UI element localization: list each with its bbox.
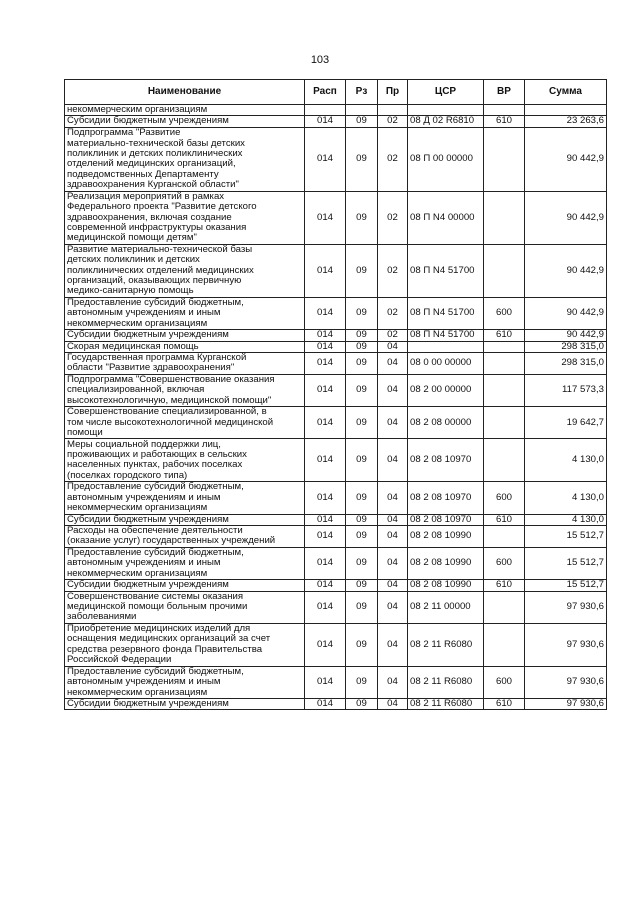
- table-row: [65, 341, 607, 352]
- table-row: [65, 374, 607, 406]
- cell-rasp: 014: [305, 482, 346, 514]
- cell-csr: 08 2 08 00000: [408, 407, 484, 439]
- cell-sum: 298 315,0: [525, 341, 607, 352]
- cell-pr: 04: [378, 439, 408, 482]
- cell-sum: 4 130,0: [525, 482, 607, 514]
- table-body: [65, 105, 607, 710]
- cell-rasp: 014: [305, 341, 346, 352]
- cell-rz: [346, 105, 378, 116]
- cell-rz: 09: [346, 374, 378, 406]
- table-row: [65, 191, 607, 244]
- cell-csr: [408, 105, 484, 116]
- cell-sum: 97 930,6: [525, 666, 607, 698]
- cell-rasp: 014: [305, 297, 346, 329]
- cell-pr: 02: [378, 297, 408, 329]
- cell-rz: 09: [346, 330, 378, 341]
- cell-csr: 08 2 11 R6080: [408, 666, 484, 698]
- cell-rz: 09: [346, 514, 378, 525]
- cell-csr: 08 2 00 00000: [408, 374, 484, 406]
- cell-sum: 15 512,7: [525, 525, 607, 547]
- cell-pr: 04: [378, 482, 408, 514]
- cell-name: Подпрограмма "Развитие материально-технической базы детских поликлиник и детских поликлинических отделений медицинских организаций, подведомственных Департаменту здравоохранения Курганской области": [65, 127, 305, 191]
- cell-vr: [484, 127, 525, 191]
- cell-pr: 04: [378, 525, 408, 547]
- header-rasp: Расп: [305, 80, 346, 105]
- cell-csr: 08 П N4 00000: [408, 191, 484, 244]
- cell-rz: 09: [346, 623, 378, 666]
- cell-pr: 04: [378, 514, 408, 525]
- cell-rasp: 014: [305, 699, 346, 710]
- cell-sum: 23 263,6: [525, 116, 607, 127]
- table-row: [65, 591, 607, 623]
- cell-sum: 90 442,9: [525, 127, 607, 191]
- cell-name: Подпрограмма "Совершенствование оказания специализированной, включая высокотехнологичную, медицинской помощи": [65, 374, 305, 406]
- table-row: [65, 623, 607, 666]
- cell-name: Предоставление субсидий бюджетным, автономным учреждениям и иным некоммерческим организациям: [65, 666, 305, 698]
- cell-rz: 09: [346, 666, 378, 698]
- cell-rasp: 014: [305, 623, 346, 666]
- table-row: [65, 352, 607, 374]
- table-row: [65, 439, 607, 482]
- table-row: [65, 547, 607, 579]
- cell-pr: 04: [378, 374, 408, 406]
- cell-csr: 08 2 08 10990: [408, 580, 484, 591]
- cell-name: Субсидии бюджетным учреждениям: [65, 330, 305, 341]
- cell-vr: 600: [484, 666, 525, 698]
- cell-sum: 90 442,9: [525, 191, 607, 244]
- cell-csr: 08 Д 02 R6810: [408, 116, 484, 127]
- cell-name: Предоставление субсидий бюджетным, автономным учреждениям и иным некоммерческим организациям: [65, 482, 305, 514]
- cell-pr: 02: [378, 191, 408, 244]
- table-row: [65, 127, 607, 191]
- cell-pr: 04: [378, 407, 408, 439]
- cell-name: Предоставление субсидий бюджетным, автономным учреждениям и иным некоммерческим организациям: [65, 297, 305, 329]
- cell-sum: [525, 105, 607, 116]
- cell-name: Предоставление субсидий бюджетным, автономным учреждениям и иным некоммерческим организациям: [65, 547, 305, 579]
- cell-vr: [484, 374, 525, 406]
- cell-pr: 04: [378, 547, 408, 579]
- table-row: [65, 297, 607, 329]
- cell-rasp: [305, 105, 346, 116]
- cell-pr: 02: [378, 116, 408, 127]
- cell-pr: 02: [378, 330, 408, 341]
- cell-sum: 90 442,9: [525, 244, 607, 297]
- cell-rasp: 014: [305, 580, 346, 591]
- table-row: [65, 482, 607, 514]
- cell-vr: [484, 407, 525, 439]
- cell-name: Расходы на обеспечение деятельности (оказание услуг) государственных учреждений: [65, 525, 305, 547]
- cell-vr: 600: [484, 297, 525, 329]
- cell-rasp: 014: [305, 352, 346, 374]
- cell-sum: 97 930,6: [525, 591, 607, 623]
- cell-rasp: 014: [305, 374, 346, 406]
- cell-vr: [484, 244, 525, 297]
- cell-sum: 4 130,0: [525, 514, 607, 525]
- cell-csr: 08 2 08 10990: [408, 547, 484, 579]
- cell-name: Субсидии бюджетным учреждениям: [65, 580, 305, 591]
- cell-csr: [408, 341, 484, 352]
- cell-sum: 90 442,9: [525, 297, 607, 329]
- cell-rz: 09: [346, 439, 378, 482]
- header-vr: ВР: [484, 80, 525, 105]
- page-number: 103: [310, 54, 330, 66]
- cell-rz: 09: [346, 407, 378, 439]
- cell-pr: 04: [378, 666, 408, 698]
- budget-table: [64, 79, 607, 710]
- cell-pr: 04: [378, 352, 408, 374]
- cell-rz: 09: [346, 244, 378, 297]
- cell-name: Меры социальной поддержки лиц, проживающих и работающих в сельских населенных пунктах, рабочих поселках (поселках городского типа): [65, 439, 305, 482]
- cell-sum: 4 130,0: [525, 439, 607, 482]
- cell-csr: 08 2 11 00000: [408, 591, 484, 623]
- cell-rz: 09: [346, 127, 378, 191]
- cell-vr: [484, 591, 525, 623]
- cell-name: Приобретение медицинских изделий для оснащения медицинских организаций за счет средства резервного фонда Правительства Российской Федерации: [65, 623, 305, 666]
- cell-rasp: 014: [305, 191, 346, 244]
- cell-rz: 09: [346, 352, 378, 374]
- cell-vr: 610: [484, 580, 525, 591]
- cell-csr: 08 0 00 00000: [408, 352, 484, 374]
- cell-pr: 04: [378, 580, 408, 591]
- cell-sum: 97 930,6: [525, 699, 607, 710]
- table-row: [65, 580, 607, 591]
- cell-csr: 08 2 08 10970: [408, 439, 484, 482]
- header-pr: Пр: [378, 80, 408, 105]
- table-header-row: [65, 80, 607, 105]
- cell-rasp: 014: [305, 666, 346, 698]
- cell-name: Субсидии бюджетным учреждениям: [65, 116, 305, 127]
- table-row: [65, 105, 607, 116]
- cell-vr: [484, 105, 525, 116]
- header-name: Наименование: [65, 80, 305, 105]
- cell-rasp: 014: [305, 407, 346, 439]
- cell-rz: 09: [346, 547, 378, 579]
- cell-sum: 97 930,6: [525, 623, 607, 666]
- cell-vr: 610: [484, 514, 525, 525]
- header-sum: Сумма: [525, 80, 607, 105]
- cell-vr: [484, 341, 525, 352]
- cell-vr: [484, 439, 525, 482]
- cell-rz: 09: [346, 525, 378, 547]
- cell-vr: [484, 623, 525, 666]
- cell-csr: 08 П 00 00000: [408, 127, 484, 191]
- cell-rz: 09: [346, 191, 378, 244]
- cell-rasp: 014: [305, 525, 346, 547]
- cell-rasp: 014: [305, 514, 346, 525]
- cell-rz: 09: [346, 591, 378, 623]
- cell-name: Развитие материально-технической базы детских поликлиник и детских поликлинических отделений медицинских организаций, оказывающих первичную медико-санитарную помощь: [65, 244, 305, 297]
- cell-rasp: 014: [305, 591, 346, 623]
- cell-pr: 04: [378, 623, 408, 666]
- cell-name: Реализация мероприятий в рамках Федерального проекта "Развитие детского здравоохранения, включая создание современной инфраструктуры оказания медицинской помощи детям": [65, 191, 305, 244]
- cell-pr: [378, 105, 408, 116]
- cell-pr: 04: [378, 591, 408, 623]
- cell-rz: 09: [346, 580, 378, 591]
- cell-rasp: 014: [305, 127, 346, 191]
- cell-rasp: 014: [305, 330, 346, 341]
- cell-csr: 08 П N4 51700: [408, 244, 484, 297]
- cell-rasp: 014: [305, 547, 346, 579]
- table-row: [65, 244, 607, 297]
- cell-name: Скорая медицинская помощь: [65, 341, 305, 352]
- cell-vr: 610: [484, 330, 525, 341]
- cell-vr: 610: [484, 116, 525, 127]
- table-row: [65, 330, 607, 341]
- cell-name: Совершенствование системы оказания медицинской помощи больным прочими заболеваниями: [65, 591, 305, 623]
- table-row: [65, 116, 607, 127]
- cell-rz: 09: [346, 699, 378, 710]
- table-row: [65, 666, 607, 698]
- cell-csr: 08 2 11 R6080: [408, 623, 484, 666]
- cell-pr: 02: [378, 244, 408, 297]
- cell-vr: [484, 352, 525, 374]
- table-row: [65, 525, 607, 547]
- cell-vr: 610: [484, 699, 525, 710]
- cell-rasp: 014: [305, 244, 346, 297]
- cell-rz: 09: [346, 341, 378, 352]
- cell-name: Государственная программа Курганской области "Развитие здравоохранения": [65, 352, 305, 374]
- cell-rz: 09: [346, 116, 378, 127]
- cell-name: Субсидии бюджетным учреждениям: [65, 699, 305, 710]
- cell-vr: 600: [484, 482, 525, 514]
- cell-sum: 90 442,9: [525, 330, 607, 341]
- cell-csr: 08 2 11 R6080: [408, 699, 484, 710]
- cell-sum: 19 642,7: [525, 407, 607, 439]
- table-row: [65, 514, 607, 525]
- header-csr: ЦСР: [408, 80, 484, 105]
- cell-sum: 117 573,3: [525, 374, 607, 406]
- cell-sum: 15 512,7: [525, 547, 607, 579]
- cell-pr: 04: [378, 699, 408, 710]
- cell-csr: 08 П N4 51700: [408, 330, 484, 341]
- cell-sum: 15 512,7: [525, 580, 607, 591]
- cell-name: Совершенствование специализированной, в том числе высокотехнологичной медицинской помощи: [65, 407, 305, 439]
- cell-rz: 09: [346, 482, 378, 514]
- cell-name: некоммерческим организациям: [65, 105, 305, 116]
- cell-csr: 08 2 08 10970: [408, 514, 484, 525]
- cell-csr: 08 П N4 51700: [408, 297, 484, 329]
- cell-pr: 02: [378, 127, 408, 191]
- cell-name: Субсидии бюджетным учреждениям: [65, 514, 305, 525]
- cell-sum: 298 315,0: [525, 352, 607, 374]
- cell-csr: 08 2 08 10970: [408, 482, 484, 514]
- cell-vr: 600: [484, 547, 525, 579]
- header-rz: Рз: [346, 80, 378, 105]
- cell-rz: 09: [346, 297, 378, 329]
- cell-vr: [484, 525, 525, 547]
- cell-rasp: 014: [305, 439, 346, 482]
- table-row: [65, 407, 607, 439]
- cell-rasp: 014: [305, 116, 346, 127]
- cell-vr: [484, 191, 525, 244]
- cell-pr: 04: [378, 341, 408, 352]
- cell-csr: 08 2 08 10990: [408, 525, 484, 547]
- table-row: [65, 699, 607, 710]
